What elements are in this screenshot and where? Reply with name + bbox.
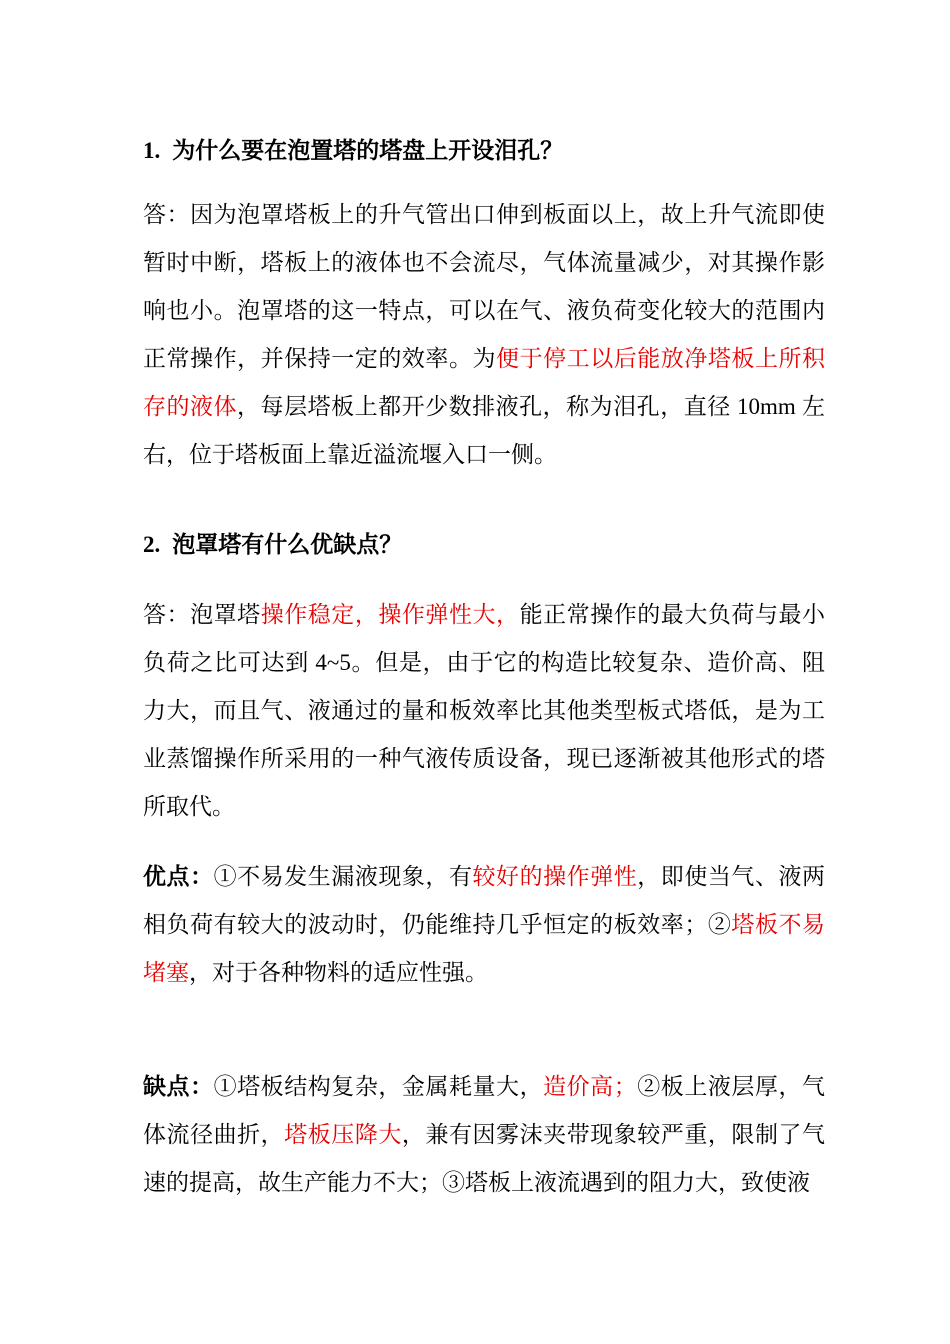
highlighted-text-run: 造价高； [543, 1074, 637, 1099]
question-heading-2 [143, 521, 825, 569]
document-paragraph [143, 591, 825, 831]
heading-number: 2. [143, 532, 161, 557]
text-run: ①塔板结构复杂，金属耗量大， [213, 1074, 544, 1099]
highlighted-text-run: 便于停工以后能放净塔板上所积存的液体 [143, 346, 826, 419]
highlighted-text-run: 操作稳定，操作弹性大， [260, 602, 520, 627]
text-run: ，每层塔板上都开少数排液孔，称为泪孔，直径 10mm 左右，位于塔板面上靠近溢流堰入口一侧。 [143, 394, 826, 467]
highlighted-text-run: 塔板不易堵塞 [143, 912, 826, 985]
highlighted-text-run: 塔板压降大 [284, 1122, 402, 1147]
text-run: 能正常操作的最大负荷与最小负荷之比可达到 4~5。但是，由于它的构造比较复杂、造价高、阻力大，而且气、液通过的量和板效率比其他类型板式塔低，是为工业蒸馏操作所采用的一种气液传质设备，现已逐渐被其他形式的塔所取代。 [143, 602, 826, 819]
paragraph-label: 缺点： [143, 1074, 214, 1099]
document-paragraph [143, 853, 825, 997]
text-run: ②板上液层厚，气体流径曲折， [143, 1074, 826, 1147]
question-heading-1 [143, 127, 825, 175]
document-content [143, 127, 825, 1207]
document-paragraph [143, 1063, 825, 1207]
text-run: ，兼有因雾沫夹带现象较严重，限制了气速的提高，故生产能力不大；③塔板上液流遇到的阻力大，致使液 [143, 1122, 826, 1195]
text-run: 答：泡罩塔 [143, 602, 261, 627]
heading-text: 泡罩塔有什么优缺点？ [172, 532, 403, 557]
heading-number: 1. [143, 138, 161, 163]
text-run: ，对于各种物料的适应性强。 [189, 960, 488, 985]
highlighted-text-run: 较好的操作弹性 [472, 864, 638, 889]
paragraph-label: 优点： [143, 864, 214, 889]
text-run: 答：因为泡罩塔板上的升气管出口伸到板面以上，故上升气流即使暂时中断，塔板上的液体也不会流尽，气体流量减少，对其操作影响也小。泡罩塔的这一特点，可以在气、液负荷变化较大的范围内正常操作，并保持一定的效率。为 [143, 202, 825, 371]
text-run: ，即使当气、液两相负荷有较大的波动时，仍能维持几乎恒定的板效率；② [143, 864, 826, 937]
heading-text: 为什么要在泡置塔的塔盘上开设泪孔？ [172, 138, 564, 163]
text-run: ①不易发生漏液现象，有 [213, 864, 473, 889]
document-paragraph [143, 191, 825, 479]
